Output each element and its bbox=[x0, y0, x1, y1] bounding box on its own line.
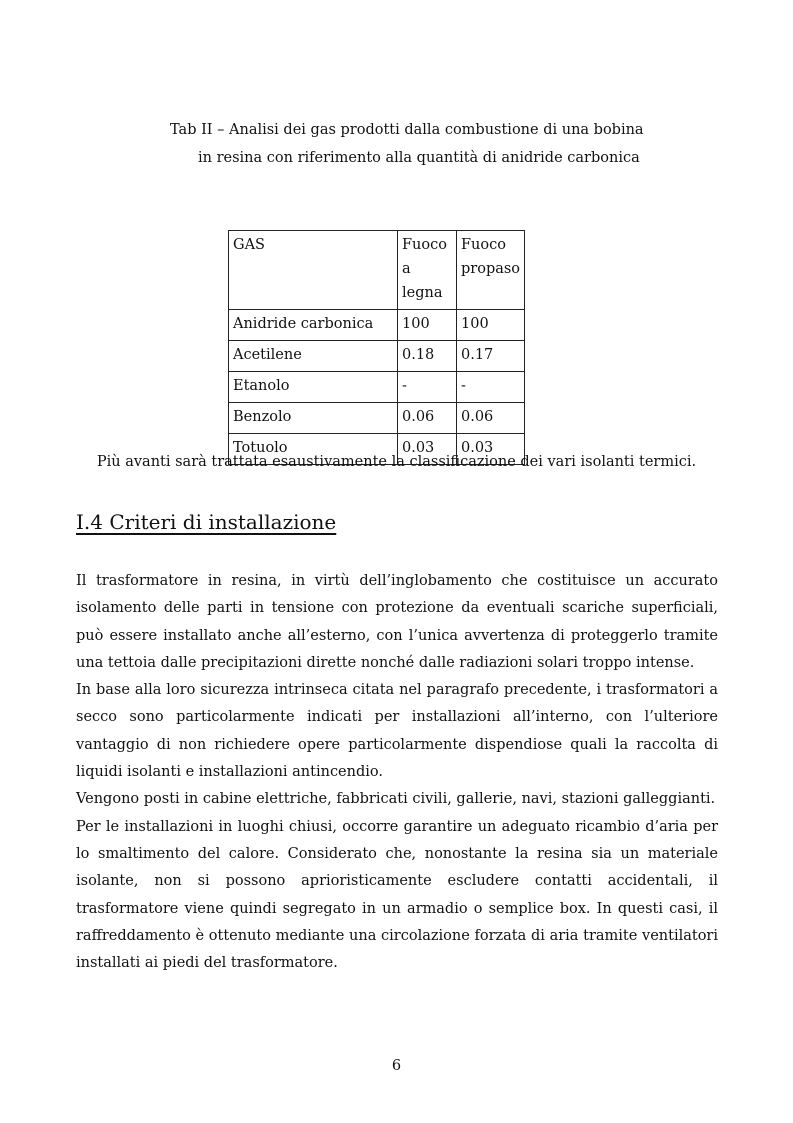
paragraph: Vengono posti in cabine elettriche, fabbricati civili, gallerie, navi, stazioni galleggianti. bbox=[76, 791, 716, 808]
header-fuoco-legna-l2: a legna bbox=[402, 261, 443, 301]
cell-gas: Etanolo bbox=[229, 372, 398, 403]
header-fuoco-propaso-l2: propaso bbox=[461, 261, 521, 277]
header-fuoco-propaso-l1: Fuoco bbox=[461, 237, 506, 253]
header-fuoco-legna-l1: Fuoco bbox=[402, 237, 447, 253]
cell-legna: 100 bbox=[398, 310, 457, 341]
table-header-row bbox=[229, 231, 525, 310]
table-row bbox=[229, 372, 525, 403]
cell-propaso: 100 bbox=[457, 310, 525, 341]
table-caption-line-1: Tab II – Analisi dei gas prodotti dalla combustione di una bobina bbox=[170, 122, 644, 138]
cell-legna: 0.06 bbox=[398, 403, 457, 434]
paragraph: Il trasformatore in resina, in virtù dell’inglobamento che costituisce un accurato isolamento delle parti in tensione con protezione da eventuali scariche superficiali, può essere installato anche all’esterno, con l’unica avvertenza di proteggerlo tramite una tettoia dalle precipitazioni dirette nonché dalle radiazioni solari troppo intense. bbox=[76, 573, 718, 671]
cell-gas: Acetilene bbox=[229, 341, 398, 372]
cell-gas: Benzolo bbox=[229, 403, 398, 434]
header-gas: GAS bbox=[229, 231, 398, 310]
cell-propaso: 0.17 bbox=[457, 341, 525, 372]
table-row bbox=[229, 341, 525, 372]
cell-legna: 0.03 bbox=[398, 434, 457, 465]
header-fuoco-legna bbox=[398, 231, 457, 310]
cell-propaso: 0.03 bbox=[457, 434, 525, 465]
cell-propaso: 0.06 bbox=[457, 403, 525, 434]
body-text bbox=[76, 568, 718, 977]
cell-gas: Totuolo bbox=[229, 434, 398, 465]
cell-legna: - bbox=[398, 372, 457, 403]
header-fuoco-propaso bbox=[457, 231, 525, 310]
paragraph: In base alla loro sicurezza intrinseca citata nel paragrafo precedente, i trasformatori a secco sono particolarmente indicati per installazioni all’interno, con l’ulteriore vantaggio di non richiedere opere particolarmente dispendiose quali la raccolta di liquidi isolanti e installazioni antincendio. bbox=[76, 682, 718, 781]
table-row bbox=[229, 310, 525, 341]
cell-legna: 0.18 bbox=[398, 341, 457, 372]
cell-gas: Anidride carbonica bbox=[229, 310, 398, 341]
table-row bbox=[229, 403, 525, 434]
cell-propaso: - bbox=[457, 372, 525, 403]
paragraph: Per le installazioni in luoghi chiusi, occorre garantire un adeguato ricambio d’aria per lo smaltimento del calore. Considerato che, nonostante la resina sia un materiale isolante, non si possono aprioristicamente escludere contatti accidentali, il trasformatore viene quindi segregato in un armadio o semplice box. In questi casi, il raffreddamento è ottenuto mediante una circolazione forzata di aria tramite ventilatori installati ai piedi del trasformatore. bbox=[76, 818, 718, 972]
page-number: 6 bbox=[391, 1058, 402, 1074]
gas-table bbox=[228, 230, 525, 465]
table-caption-line-2: in resina con riferimento alla quantità di anidride carbonica bbox=[198, 150, 640, 166]
note-text: Più avanti sarà trattata esaustivamente la classificazione dei vari isolanti termici. bbox=[96, 454, 697, 470]
section-heading: I.4 Criteri di installazione bbox=[76, 510, 337, 534]
